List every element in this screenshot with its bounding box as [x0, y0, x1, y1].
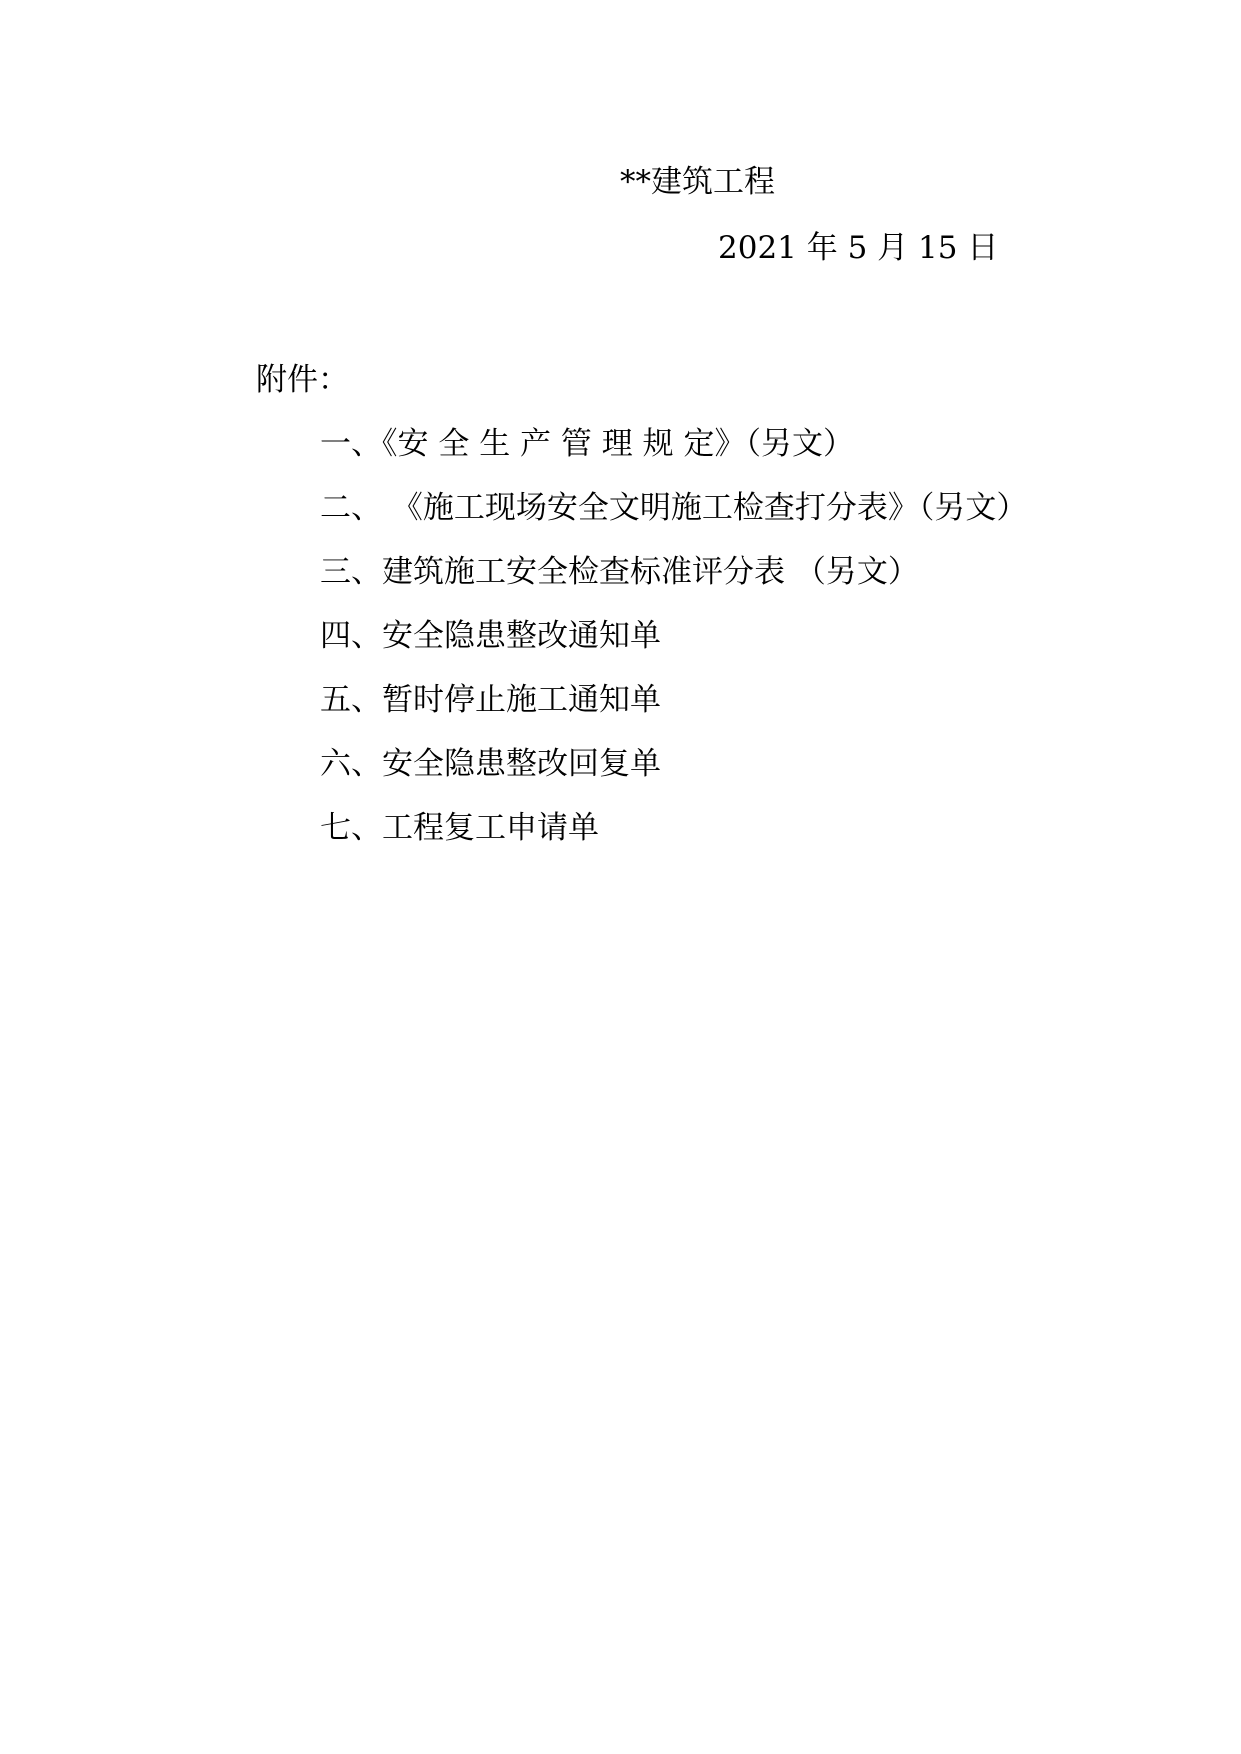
attachment-number: 二、	[320, 490, 382, 526]
list-item	[320, 808, 1027, 872]
document-date: 2021 年 5 月 15 日	[718, 230, 999, 266]
attachments-list	[320, 424, 1027, 872]
attachment-number: 六、	[320, 746, 382, 782]
list-item	[320, 552, 1027, 616]
attachment-number: 四、	[320, 618, 382, 654]
attachment-number: 一、	[320, 426, 382, 462]
company-name: **建筑工程	[620, 164, 775, 200]
list-item	[320, 424, 1027, 488]
attachment-number: 三、	[320, 554, 382, 590]
attachment-text: 安全隐患整改通知单	[382, 618, 661, 654]
list-item	[320, 680, 1027, 744]
attachment-text: 建筑施工安全检查标准评分表 （另文）	[382, 554, 919, 590]
list-item	[320, 488, 1027, 552]
attachment-text: 暂时停止施工通知单	[382, 682, 661, 718]
attachments-label: 附件：	[256, 362, 349, 398]
attachment-text: 《安 全 生 产 管 理 规 定》（另文）	[382, 426, 854, 462]
attachment-number: 七、	[320, 810, 382, 846]
list-item	[320, 616, 1027, 680]
list-item	[320, 744, 1027, 808]
attachment-text: 工程复工申请单	[382, 810, 599, 846]
attachment-number: 五、	[320, 682, 382, 718]
attachment-text: 安全隐患整改回复单	[382, 746, 661, 782]
attachment-text: 《施工现场安全文明施工检查打分表》（另文）	[382, 490, 1028, 526]
